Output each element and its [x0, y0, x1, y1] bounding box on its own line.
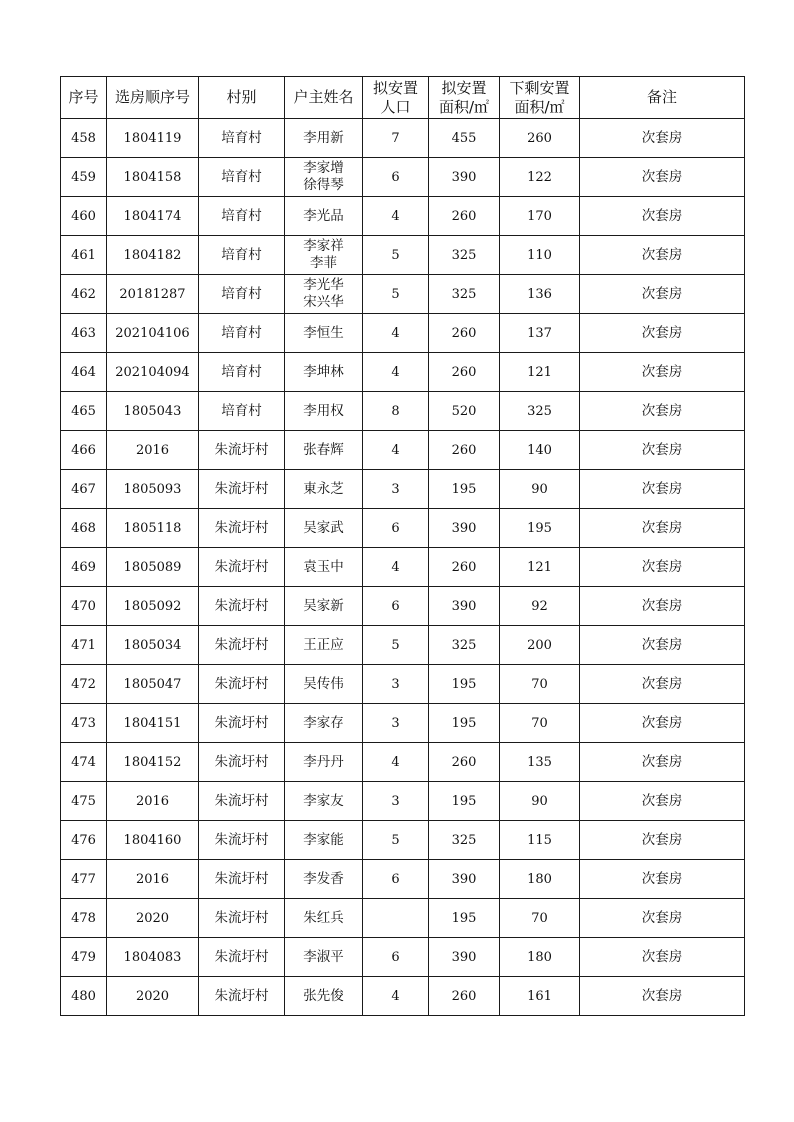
name-line: 李菲: [310, 255, 337, 271]
cell-remarks: 次套房: [580, 743, 745, 782]
cell-planned-population: 6: [363, 938, 429, 977]
cell-planned-population: 6: [363, 860, 429, 899]
cell-remaining-area: 195: [500, 509, 580, 548]
table-row: [61, 314, 745, 353]
cell-remaining-area: 92: [500, 587, 580, 626]
cell-seq-no: 464: [61, 353, 107, 392]
header-remarks: [580, 77, 745, 119]
table-row: [61, 938, 745, 977]
name-line: 李用权: [303, 402, 344, 419]
table-row: [61, 899, 745, 938]
cell-planned-population: [363, 899, 429, 938]
name-line: 吴传伟: [303, 675, 344, 692]
name-line: 李丹丹: [303, 753, 344, 770]
name-line: 吴家武: [303, 519, 344, 536]
cell-planned-population: 3: [363, 470, 429, 509]
cell-planned-area: 260: [429, 353, 500, 392]
cell-planned-population: 6: [363, 509, 429, 548]
name-line: 宋兴华: [303, 294, 344, 310]
cell-planned-area: 325: [429, 275, 500, 314]
cell-planned-population: 4: [363, 314, 429, 353]
cell-remarks: 次套房: [580, 158, 745, 197]
cell-planned-population: 3: [363, 665, 429, 704]
table-row: [61, 626, 745, 665]
cell-householder-name: [285, 236, 363, 275]
cell-village: 培育村: [199, 275, 285, 314]
cell-village: 培育村: [199, 158, 285, 197]
cell-seq-no: 480: [61, 977, 107, 1016]
cell-selection-order: 2020: [107, 899, 199, 938]
cell-seq-no: 470: [61, 587, 107, 626]
name-line: 李淑平: [303, 948, 344, 965]
cell-seq-no: 479: [61, 938, 107, 977]
cell-village: 朱流圩村: [199, 548, 285, 587]
cell-planned-area: 325: [429, 821, 500, 860]
cell-selection-order: 1804152: [107, 743, 199, 782]
table-row: [61, 821, 745, 860]
name-line: 袁玉中: [303, 558, 344, 575]
cell-remaining-area: 135: [500, 743, 580, 782]
cell-planned-area: 195: [429, 665, 500, 704]
cell-seq-no: 462: [61, 275, 107, 314]
cell-remaining-area: 136: [500, 275, 580, 314]
cell-remarks: 次套房: [580, 470, 745, 509]
cell-planned-population: 4: [363, 353, 429, 392]
header-label-line: 拟安置: [372, 78, 418, 97]
cell-remaining-area: 325: [500, 392, 580, 431]
cell-remaining-area: 110: [500, 236, 580, 275]
cell-selection-order: 1804160: [107, 821, 199, 860]
cell-planned-area: 455: [429, 119, 500, 158]
cell-selection-order: 1804182: [107, 236, 199, 275]
cell-householder-name: [285, 392, 363, 431]
cell-householder-name: [285, 860, 363, 899]
cell-seq-no: 475: [61, 782, 107, 821]
header-householder-name: [285, 77, 363, 119]
cell-village: 朱流圩村: [199, 977, 285, 1016]
table-row: [61, 158, 745, 197]
table-row: [61, 587, 745, 626]
cell-selection-order: 2016: [107, 431, 199, 470]
name-line: 李坤林: [303, 363, 344, 380]
name-line: 李用新: [303, 129, 344, 146]
header-village: [199, 77, 285, 119]
cell-planned-area: 260: [429, 548, 500, 587]
resettlement-table: [60, 76, 745, 1016]
cell-village: 培育村: [199, 197, 285, 236]
cell-planned-area: 390: [429, 860, 500, 899]
name-line: 李家增: [303, 160, 344, 176]
cell-village: 朱流圩村: [199, 431, 285, 470]
table-row: [61, 119, 745, 158]
cell-planned-population: 4: [363, 977, 429, 1016]
cell-remaining-area: 121: [500, 548, 580, 587]
cell-planned-population: 4: [363, 431, 429, 470]
cell-remarks: 次套房: [580, 587, 745, 626]
table-row: [61, 392, 745, 431]
cell-seq-no: 460: [61, 197, 107, 236]
cell-remarks: 次套房: [580, 197, 745, 236]
cell-seq-no: 465: [61, 392, 107, 431]
cell-planned-population: 5: [363, 236, 429, 275]
cell-planned-area: 390: [429, 158, 500, 197]
header-label-line: 选房顺序号: [114, 88, 190, 106]
cell-selection-order: 1805047: [107, 665, 199, 704]
cell-remaining-area: 115: [500, 821, 580, 860]
table-row: [61, 197, 745, 236]
header-label-line: 人口: [380, 97, 411, 116]
cell-planned-population: 4: [363, 197, 429, 236]
cell-householder-name: [285, 119, 363, 158]
cell-village: 朱流圩村: [199, 899, 285, 938]
cell-seq-no: 477: [61, 860, 107, 899]
cell-remaining-area: 260: [500, 119, 580, 158]
cell-remarks: 次套房: [580, 782, 745, 821]
cell-selection-order: 1805092: [107, 587, 199, 626]
cell-remaining-area: 121: [500, 353, 580, 392]
cell-selection-order: 1804151: [107, 704, 199, 743]
cell-planned-area: 390: [429, 938, 500, 977]
cell-planned-area: 260: [429, 431, 500, 470]
cell-village: 朱流圩村: [199, 470, 285, 509]
cell-householder-name: [285, 197, 363, 236]
cell-remaining-area: 180: [500, 938, 580, 977]
cell-householder-name: [285, 353, 363, 392]
name-line: 张春辉: [303, 441, 344, 458]
table-row: [61, 782, 745, 821]
cell-seq-no: 471: [61, 626, 107, 665]
cell-householder-name: [285, 782, 363, 821]
cell-seq-no: 474: [61, 743, 107, 782]
cell-householder-name: [285, 509, 363, 548]
cell-remarks: 次套房: [580, 704, 745, 743]
cell-planned-population: 4: [363, 548, 429, 587]
cell-seq-no: 476: [61, 821, 107, 860]
cell-planned-population: 6: [363, 587, 429, 626]
cell-village: 朱流圩村: [199, 704, 285, 743]
cell-selection-order: 2016: [107, 782, 199, 821]
header-planned-area: [429, 77, 500, 119]
cell-remarks: 次套房: [580, 899, 745, 938]
cell-planned-area: 195: [429, 899, 500, 938]
cell-selection-order: 20181287: [107, 275, 199, 314]
cell-seq-no: 466: [61, 431, 107, 470]
cell-householder-name: [285, 626, 363, 665]
cell-village: 朱流圩村: [199, 587, 285, 626]
cell-remaining-area: 90: [500, 782, 580, 821]
header-label-line: 户主姓名: [293, 88, 354, 106]
cell-village: 朱流圩村: [199, 665, 285, 704]
cell-householder-name: [285, 938, 363, 977]
cell-village: 朱流圩村: [199, 782, 285, 821]
cell-selection-order: 1805118: [107, 509, 199, 548]
name-line: 朱红兵: [303, 909, 344, 926]
cell-planned-area: 325: [429, 626, 500, 665]
cell-village: 朱流圩村: [199, 938, 285, 977]
name-line: 李光华: [303, 277, 344, 293]
cell-planned-area: 520: [429, 392, 500, 431]
header-planned-population: [363, 77, 429, 119]
header-label-line: 拟安置: [441, 78, 487, 97]
cell-remarks: 次套房: [580, 431, 745, 470]
cell-remarks: 次套房: [580, 275, 745, 314]
cell-householder-name: [285, 665, 363, 704]
cell-householder-name: [285, 431, 363, 470]
cell-selection-order: 1805043: [107, 392, 199, 431]
cell-remarks: 次套房: [580, 977, 745, 1016]
cell-householder-name: [285, 587, 363, 626]
cell-remaining-area: 200: [500, 626, 580, 665]
cell-seq-no: 468: [61, 509, 107, 548]
cell-seq-no: 461: [61, 236, 107, 275]
cell-village: 培育村: [199, 314, 285, 353]
cell-remaining-area: 170: [500, 197, 580, 236]
name-line: 李家存: [303, 714, 344, 731]
header-label-line: 面积/㎡: [438, 97, 490, 116]
table-row: [61, 275, 745, 314]
cell-seq-no: 469: [61, 548, 107, 587]
header-row: [61, 77, 745, 119]
cell-remaining-area: 137: [500, 314, 580, 353]
name-line: 李光品: [303, 207, 344, 224]
cell-remarks: 次套房: [580, 821, 745, 860]
cell-planned-area: 325: [429, 236, 500, 275]
cell-planned-population: 4: [363, 743, 429, 782]
cell-remarks: 次套房: [580, 665, 745, 704]
cell-householder-name: [285, 704, 363, 743]
cell-householder-name: [285, 977, 363, 1016]
table-body: [61, 119, 745, 1016]
cell-planned-area: 195: [429, 704, 500, 743]
cell-planned-area: 390: [429, 509, 500, 548]
cell-remaining-area: 70: [500, 899, 580, 938]
cell-remarks: 次套房: [580, 392, 745, 431]
cell-selection-order: 2016: [107, 860, 199, 899]
cell-selection-order: 1805034: [107, 626, 199, 665]
cell-village: 朱流圩村: [199, 626, 285, 665]
header-label-line: 面积/㎡: [514, 97, 565, 116]
header-remaining-area: [500, 77, 580, 119]
cell-planned-population: 5: [363, 275, 429, 314]
cell-selection-order: 202104094: [107, 353, 199, 392]
table-row: [61, 470, 745, 509]
table-row: [61, 509, 745, 548]
name-line: 李家友: [303, 792, 344, 809]
name-line: 吴家新: [303, 597, 344, 614]
cell-selection-order: 202104106: [107, 314, 199, 353]
cell-remaining-area: 70: [500, 704, 580, 743]
cell-selection-order: 1805093: [107, 470, 199, 509]
cell-remaining-area: 70: [500, 665, 580, 704]
cell-village: 朱流圩村: [199, 860, 285, 899]
cell-selection-order: 1804174: [107, 197, 199, 236]
cell-seq-no: 467: [61, 470, 107, 509]
cell-planned-population: 8: [363, 392, 429, 431]
cell-householder-name: [285, 548, 363, 587]
name-line: 李家祥: [303, 238, 344, 254]
table-row: [61, 704, 745, 743]
header-label-line: 下剩安置: [509, 78, 570, 97]
cell-householder-name: [285, 275, 363, 314]
cell-householder-name: [285, 158, 363, 197]
cell-selection-order: 2020: [107, 977, 199, 1016]
cell-selection-order: 1804083: [107, 938, 199, 977]
cell-seq-no: 458: [61, 119, 107, 158]
table-row: [61, 236, 745, 275]
name-line: 张先俊: [303, 987, 344, 1004]
cell-village: 培育村: [199, 392, 285, 431]
name-line: 東永芝: [303, 480, 344, 497]
cell-planned-population: 6: [363, 158, 429, 197]
cell-remarks: 次套房: [580, 353, 745, 392]
cell-planned-population: 5: [363, 626, 429, 665]
cell-remaining-area: 122: [500, 158, 580, 197]
cell-village: 培育村: [199, 236, 285, 275]
table-row: [61, 860, 745, 899]
cell-householder-name: [285, 899, 363, 938]
header-seq-no: [61, 77, 107, 119]
table-row: [61, 431, 745, 470]
cell-remarks: 次套房: [580, 548, 745, 587]
cell-remaining-area: 140: [500, 431, 580, 470]
cell-remaining-area: 90: [500, 470, 580, 509]
table-row: [61, 353, 745, 392]
header-label-line: 村别: [226, 88, 257, 106]
cell-householder-name: [285, 821, 363, 860]
cell-remarks: 次套房: [580, 626, 745, 665]
cell-remarks: 次套房: [580, 314, 745, 353]
name-line: 李发香: [303, 870, 344, 887]
cell-remarks: 次套房: [580, 860, 745, 899]
name-line: 李家能: [303, 831, 344, 848]
cell-planned-population: 3: [363, 782, 429, 821]
header-label-line: 序号: [68, 88, 99, 106]
header-selection-order: [107, 77, 199, 119]
cell-remarks: 次套房: [580, 119, 745, 158]
cell-village: 培育村: [199, 353, 285, 392]
cell-planned-area: 390: [429, 587, 500, 626]
cell-householder-name: [285, 470, 363, 509]
cell-village: 朱流圩村: [199, 743, 285, 782]
cell-planned-area: 260: [429, 743, 500, 782]
header-label-line: 备注: [646, 88, 677, 106]
cell-seq-no: 463: [61, 314, 107, 353]
cell-planned-area: 260: [429, 977, 500, 1016]
cell-planned-area: 260: [429, 314, 500, 353]
table-row: [61, 743, 745, 782]
cell-seq-no: 459: [61, 158, 107, 197]
cell-selection-order: 1804158: [107, 158, 199, 197]
cell-planned-population: 5: [363, 821, 429, 860]
cell-planned-area: 195: [429, 782, 500, 821]
cell-seq-no: 478: [61, 899, 107, 938]
table-row: [61, 548, 745, 587]
cell-selection-order: 1804119: [107, 119, 199, 158]
cell-planned-population: 3: [363, 704, 429, 743]
cell-remarks: 次套房: [580, 236, 745, 275]
cell-householder-name: [285, 743, 363, 782]
cell-remarks: 次套房: [580, 509, 745, 548]
cell-village: 朱流圩村: [199, 509, 285, 548]
table-row: [61, 665, 745, 704]
cell-seq-no: 472: [61, 665, 107, 704]
cell-remaining-area: 161: [500, 977, 580, 1016]
cell-seq-no: 473: [61, 704, 107, 743]
name-line: 李恒生: [303, 324, 344, 341]
cell-remarks: 次套房: [580, 938, 745, 977]
table-row: [61, 977, 745, 1016]
cell-planned-population: 7: [363, 119, 429, 158]
name-line: 王正应: [303, 636, 344, 653]
cell-village: 培育村: [199, 119, 285, 158]
cell-planned-area: 195: [429, 470, 500, 509]
cell-village: 朱流圩村: [199, 821, 285, 860]
cell-selection-order: 1805089: [107, 548, 199, 587]
name-line: 徐得琴: [303, 177, 344, 193]
cell-remaining-area: 180: [500, 860, 580, 899]
cell-planned-area: 260: [429, 197, 500, 236]
cell-householder-name: [285, 314, 363, 353]
